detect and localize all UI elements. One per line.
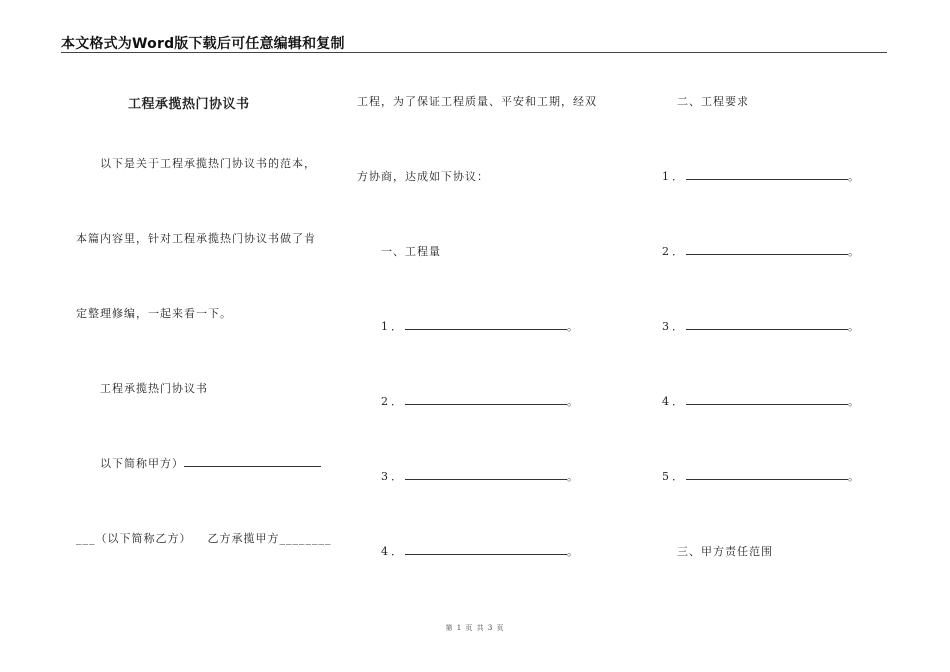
page-number: 第 1 页 共 3 页 <box>445 624 505 632</box>
workload-item: 1． 。 <box>381 320 579 333</box>
requirement-item: 3． 。 <box>662 320 860 333</box>
party-b-undertake: 乙方承揽甲方________ <box>207 532 332 545</box>
col2-line-1: 工程，为了保证工程质量、平安和工期，经双 <box>357 95 597 108</box>
party-a-blank <box>184 465 321 467</box>
section-requirements-heading: 二、工程要求 <box>677 95 749 108</box>
document-header: 本文格式为Word版下载后可任意编辑和复制 <box>61 36 345 52</box>
requirement-blank <box>686 178 848 180</box>
workload-blank <box>405 403 567 405</box>
party-b-label: ___（以下简称乙方） <box>76 532 192 545</box>
intro-line-2: 本篇内容里，针对工程承揽热门协议书做了肯 <box>76 232 316 245</box>
party-a-line <box>100 455 321 471</box>
header-divider <box>61 52 887 53</box>
party-a-label: 以下简称甲方） <box>100 457 184 470</box>
workload-item: 4． 。 <box>381 545 579 558</box>
party-b-line <box>76 530 332 546</box>
requirement-item: 5． 。 <box>662 470 860 483</box>
requirement-item: 2． 。 <box>662 245 860 258</box>
requirement-blank <box>686 403 848 405</box>
requirement-blank <box>686 253 848 255</box>
intro-line-3: 定整理修编，一起来看一下。 <box>76 307 232 320</box>
requirement-item: 4． 。 <box>662 395 860 408</box>
requirement-item: 1． 。 <box>662 170 860 183</box>
requirement-blank <box>686 478 848 480</box>
requirement-blank <box>686 328 848 330</box>
col2-line-2: 方协商，达成如下协议： <box>357 170 489 183</box>
document-title: 工程承揽热门协议书 <box>128 97 250 112</box>
workload-item: 2． 。 <box>381 395 579 408</box>
section-party-a-responsibility-heading: 三、甲方责任范围 <box>677 545 773 558</box>
intro-line-1: 以下是关于工程承揽热门协议书的范本， <box>100 157 316 170</box>
workload-blank <box>405 328 567 330</box>
agreement-subtitle: 工程承揽热门协议书 <box>100 382 208 395</box>
workload-blank <box>405 478 567 480</box>
workload-item: 3． 。 <box>381 470 579 483</box>
section-workload-heading: 一、工程量 <box>381 245 441 258</box>
workload-blank <box>405 553 567 555</box>
